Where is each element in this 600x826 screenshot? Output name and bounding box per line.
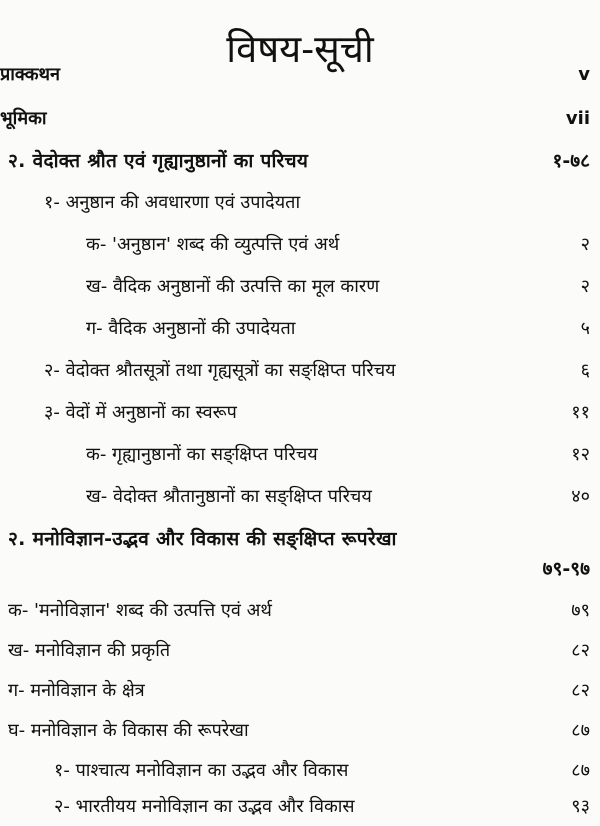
toc-entry-label: प्राक्कथन	[0, 64, 61, 85]
toc-entry-label: २. मनोविज्ञान-उद्भव और विकास की सङ्क्षिप्त रूपरेखा	[8, 528, 397, 550]
toc-section-1-3[interactable]	[0, 398, 600, 432]
toc-chapter-1[interactable]	[0, 146, 600, 180]
toc-subsection[interactable]	[0, 440, 600, 474]
page-title: विषय-सूची	[226, 27, 374, 72]
toc-entry-page: ४०	[571, 486, 590, 507]
toc-entry-page: ८७	[571, 760, 590, 781]
toc-subsection[interactable]	[0, 272, 600, 306]
toc-entry-page: ९३	[571, 796, 590, 817]
toc-entry-label: क- 'मनोविज्ञान' शब्द की उत्पत्ति एवं अर्थ	[8, 600, 272, 621]
toc-entry-label: ग- मनोविज्ञान के क्षेत्र	[8, 680, 145, 701]
toc-entry-label: १- अनुष्ठान की अवधारणा एवं उपादेयता	[44, 192, 301, 213]
toc-entry-page: ७९	[571, 600, 590, 621]
toc-section-2-kha[interactable]	[0, 636, 600, 670]
toc-chapter-2[interactable]	[0, 524, 600, 558]
toc-entry-page: २	[580, 276, 590, 297]
toc-entry-label: घ- मनोविज्ञान के विकास की रूपरेखा	[8, 720, 249, 741]
toc-entry-label: ग- वैदिक अनुष्ठानों की उपादेयता	[86, 318, 296, 339]
toc-entry-label: भूमिका	[0, 108, 47, 129]
toc-entry-label: ३- वेदों में अनुष्ठानों का स्वरूप	[44, 402, 237, 423]
toc-chapter-2-pages[interactable]	[0, 554, 600, 588]
toc-entry-label: क- 'अनुष्ठान' शब्द की व्युत्पत्ति एवं अर्थ	[86, 234, 340, 255]
toc-entry-label: २- वेदोक्त श्रौतसूत्रों तथा गृह्यसूत्रों का सङ्क्षिप्त परिचय	[44, 360, 396, 381]
toc-entry-page: vii	[565, 108, 590, 129]
toc-section-1-1[interactable]	[0, 188, 600, 222]
toc-entry-label: ख- वैदिक अनुष्ठानों की उत्पत्ति का मूल कारण	[86, 276, 380, 297]
toc-section-2-gha[interactable]	[0, 716, 600, 750]
toc-entry-label: क- गृह्यानुष्ठानों का सङ्क्षिप्त परिचय	[86, 444, 318, 465]
toc-entry-page: ५	[580, 318, 590, 339]
toc-subsection[interactable]	[0, 482, 600, 516]
toc-entry-page: २	[580, 234, 590, 255]
toc-entry-label: १- पाश्चात्य मनोविज्ञान का उद्भव और विकास	[54, 760, 349, 781]
toc-entry-page: ८२	[571, 680, 590, 701]
toc-subsection[interactable]	[0, 230, 600, 264]
toc-subsection[interactable]	[0, 756, 600, 790]
toc-entry-label: ख- मनोविज्ञान की प्रकृति	[8, 640, 171, 661]
toc-entry-label: २. वेदोक्त श्रौत एवं गृह्यानुष्ठानों का परिचय	[8, 150, 309, 172]
toc-subsection[interactable]	[0, 792, 600, 826]
toc-section-2-ga[interactable]	[0, 676, 600, 710]
toc-entry-page: १-७८	[552, 150, 590, 172]
toc-entry-bhumika[interactable]	[0, 104, 600, 138]
toc-entry-page: १२	[571, 444, 590, 465]
toc-section-1-2[interactable]	[0, 356, 600, 390]
toc-entry-prakkathan[interactable]	[0, 60, 600, 94]
toc-entry-page: ११	[571, 402, 590, 423]
toc-entry-page: ६	[580, 360, 590, 381]
toc-subsection[interactable]	[0, 314, 600, 348]
toc-entry-page: v	[578, 64, 590, 85]
toc-entry-label: २- भारतीयय मनोविज्ञान का उद्भव और विकास	[54, 796, 355, 817]
toc-entry-label: ख- वेदोक्त श्रौतानुष्ठानों का सङ्क्षिप्त परिचय	[86, 486, 372, 507]
toc-section-2-ka[interactable]	[0, 596, 600, 630]
toc-entry-page: ७९-९७	[542, 558, 590, 580]
toc-entry-page: ८७	[571, 720, 590, 741]
toc-entry-page: ८२	[571, 640, 590, 661]
